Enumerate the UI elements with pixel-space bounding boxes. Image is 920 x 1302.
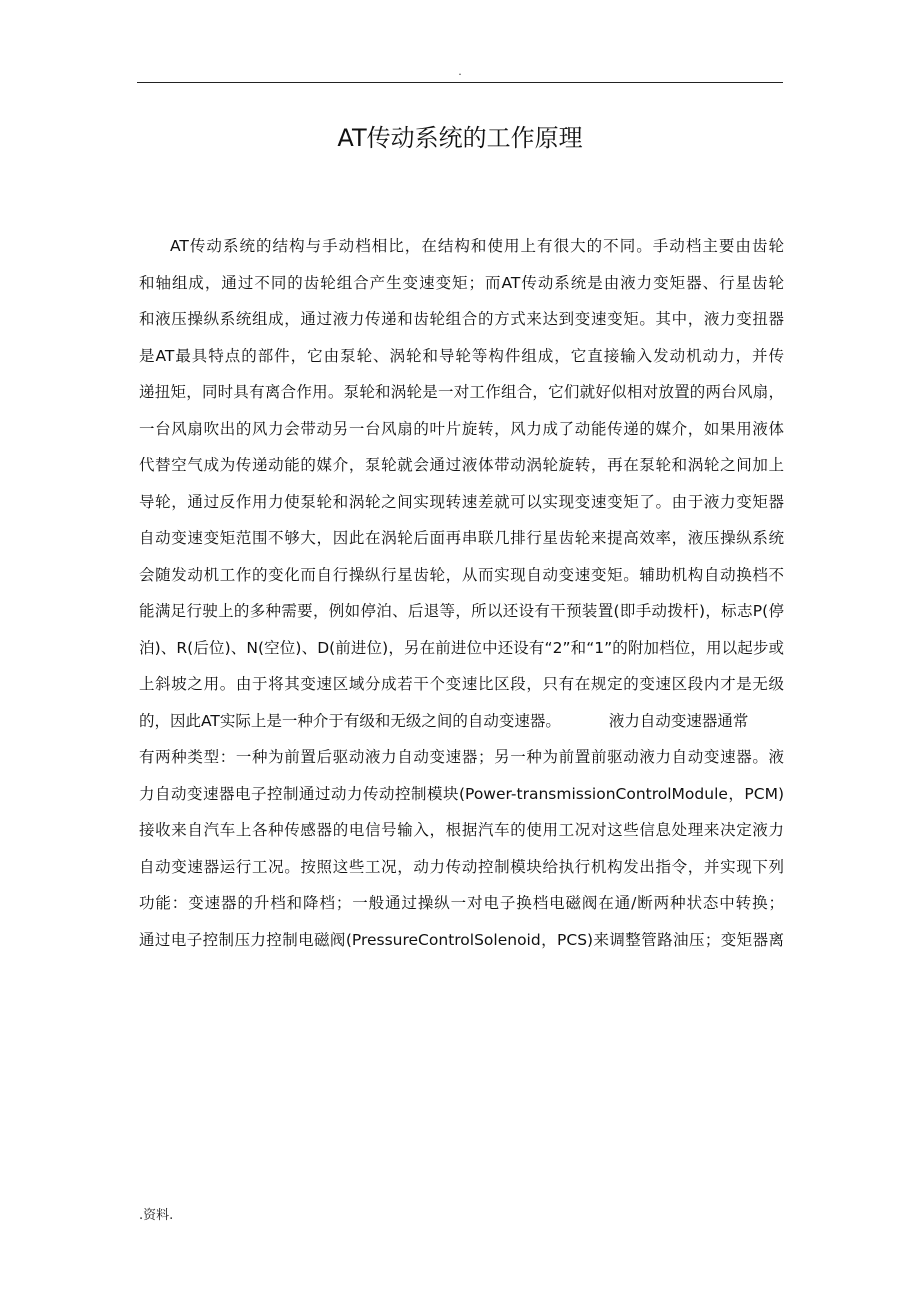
paragraph-line: 能满足行驶上的多种需要，例如停泊、后退等，所以还设有干预装置(即手动拨杆)，标志P(停	[139, 602, 784, 620]
paragraph-line: 和轴组成，通过不同的齿轮组合产生变速变矩；而AT传动系统是由液力变矩器、行星齿轮	[139, 273, 784, 292]
header-rule	[137, 82, 783, 83]
paragraph-line: 递扭矩，同时具有离合作用。泵轮和涡轮是一对工作组合，它们就好似相对放置的两台风扇，	[139, 383, 784, 401]
document-title: AT传动系统的工作原理	[337, 124, 583, 152]
paragraph-line: 自动变速器运行工况。按照这些工况，动力传动控制模块给执行机构发出指令，并实现下列	[139, 857, 784, 876]
header-mark: .	[458, 65, 462, 78]
paragraph-line: 有两种类型：一种为前置后驱动液力自动变速器；另一种为前置前驱动液力自动变速器。液	[139, 748, 784, 766]
paragraph-line: 功能：变速器的升档和降档；一般通过操纵一对电子换档电磁阀在通/断两种状态中转换；	[139, 894, 784, 912]
paragraph-line: 一台风扇吹出的风力会带动另一台风扇的叶片旋转，风力成了动能传递的媒介，如果用液体	[139, 419, 784, 438]
paragraph-end-text: 的，因此AT实际上是一种介于有级和无级之间的自动变速器。	[139, 711, 561, 730]
paragraph-line: 代替空气成为传递动能的媒介，泵轮就会通过液体带动涡轮旋转，再在泵轮和涡轮之间加上	[139, 456, 784, 474]
paragraph-line: 是AT最具特点的部件，它由泵轮、涡轮和导轮等构件组成，它直接输入发动机动力，并传	[139, 346, 784, 365]
paragraph-line: 泊)、R(后位)、N(空位)、D(前进位)，另在前进位中还设有“2”和“1”的附加档位，用以起步或	[139, 638, 784, 657]
paragraph-line: 和液压操纵系统组成，通过液力传递和齿轮组合的方式来达到变速变矩。其中，液力变扭器	[139, 310, 784, 328]
paragraph-line: 导轮，通过反作用力使泵轮和涡轮之间实现转速差就可以实现变速变矩了。由于液力变矩器	[139, 492, 784, 511]
paragraph-line: 上斜坡之用。由于将其变速区域分成若干个变速比区段，只有在规定的变速区段内才是无级	[139, 675, 784, 693]
paragraph-line: 接收来自汽车上各种传感器的电信号输入，根据汽车的使用工况对这些信息处理来决定液力	[139, 821, 784, 839]
paragraph-line: AT传动系统的结构与手动档相比，在结构和使用上有很大的不同。手动档主要由齿轮	[170, 237, 784, 255]
paragraph-line: 会随发动机工作的变化而自行操纵行星齿轮，从而实现自动变速变矩。辅助机构自动换档不	[139, 565, 784, 584]
footer-mark: .资料.	[139, 1208, 174, 1223]
paragraph-line: 自动变速变矩范围不够大，因此在涡轮后面再串联几排行星齿轮来提高效率，液压操纵系统	[139, 529, 784, 547]
paragraph-line: 力自动变速器电子控制通过动力传动控制模块(Power-transmissionControlModule，PCM)	[139, 784, 784, 803]
second-paragraph-start: 液力自动变速器通常	[608, 711, 749, 730]
paragraph-line: 通过电子控制压力控制电磁阀(PressureControlSolenoid，PCS)来调整管路油压；变矩器离	[139, 930, 784, 949]
body-text	[139, 228, 784, 958]
paragraph-line-mixed	[139, 703, 784, 740]
